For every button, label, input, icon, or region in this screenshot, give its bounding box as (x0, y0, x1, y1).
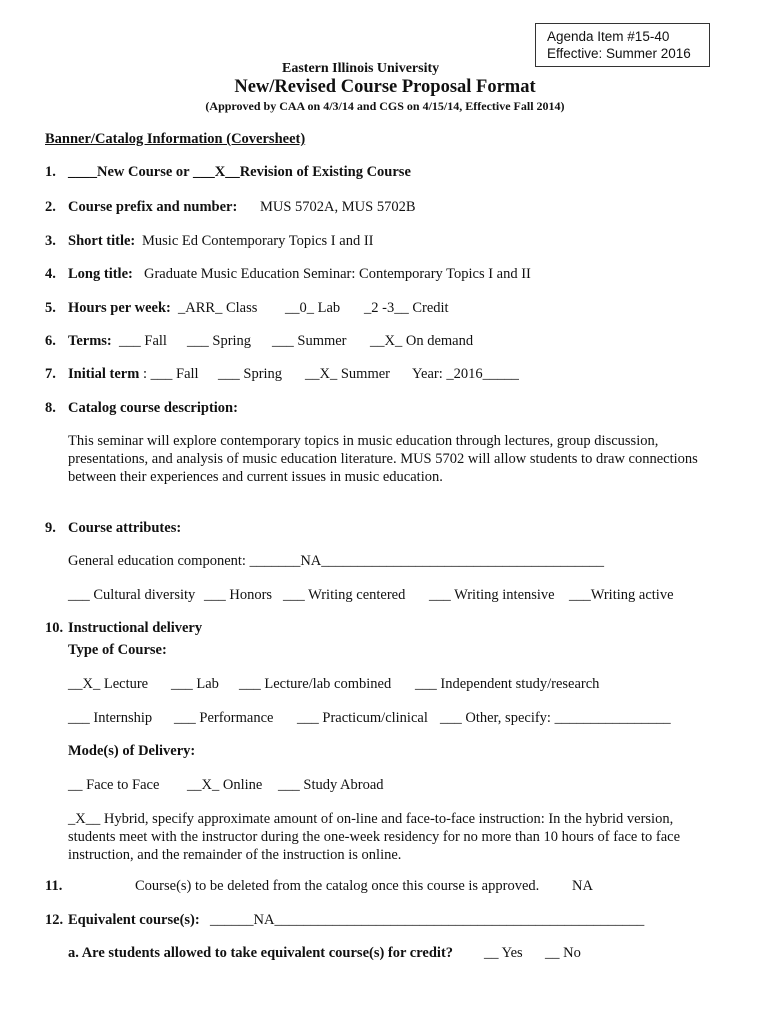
item-11-value: NA (572, 878, 593, 894)
item-7-summer: __X_ Summer (305, 366, 390, 382)
item-5-label: Hours per week: (68, 300, 171, 316)
approval-note: (Approved by CAA on 4/3/14 and CGS on 4/15/14, Effective Fall 2014) (205, 99, 565, 113)
section-heading: Banner/Catalog Information (Coversheet) (45, 131, 306, 147)
type-lecture: __X_ Lecture (68, 676, 149, 692)
item-12a-no: __ No (545, 945, 581, 961)
item-12-value: ______NA___________________________________________________ (210, 912, 645, 928)
item-6-number: 6. (45, 333, 56, 349)
item-5-class-hours: _ARR_ Class (178, 300, 258, 316)
gen-ed-component: General education component: _______NA_______________________________________ (68, 553, 605, 569)
attr-honors: ___ Honors (204, 587, 273, 603)
item-5-lab-hours: __0_ Lab (285, 300, 341, 316)
item-1-number: 1. (45, 164, 56, 180)
item-4-value: Graduate Music Education Seminar: Contemporary Topics I and II (144, 266, 531, 282)
item-11-number: 11. (45, 878, 63, 894)
item-7-fall: : ___ Fall (143, 366, 199, 382)
item-9-number: 9. (45, 520, 56, 536)
agenda-item-number: Agenda Item #15-40 (547, 29, 670, 44)
item-10-label: Instructional delivery (68, 620, 203, 636)
item-11-text: Course(s) to be deleted from the catalog once this course is approved. (135, 878, 540, 894)
item-7-number: 7. (45, 366, 56, 382)
item-6-fall: ___ Fall (119, 333, 167, 349)
item-2-value: MUS 5702A, MUS 5702B (260, 199, 416, 215)
mode-hybrid: _X__ Hybrid, specify approximate amount of on-line and face-to-face instruction: In the hybrid version, students meet with the instructor during the one-week residency for no more than 10 hours of face to face instruction, and the remainder of the instruction is online. (68, 811, 681, 863)
type-practicum: ___ Practicum/clinical (297, 710, 428, 726)
item-12a-yes: __ Yes (484, 945, 523, 961)
item-6-spring: ___ Spring (187, 333, 252, 349)
form-title: New/Revised Course Proposal Format (234, 77, 536, 97)
attr-writing-intensive: ___ Writing intensive (429, 587, 555, 603)
item-12-label: Equivalent course(s): (68, 912, 200, 928)
agenda-effective-date: Effective: Summer 2016 (547, 46, 691, 61)
item-3-number: 3. (45, 233, 56, 249)
type-other: ___ Other, specify: ________________ (440, 710, 671, 726)
item-9-label: Course attributes: (68, 520, 182, 536)
item-7-label: Initial term (68, 366, 140, 382)
catalog-description: This seminar will explore contemporary topics in music education through lectures, group discussion, presentations, and analysis of music education literature. MUS 5702 will allow students to draw connections between their experiences and current issues in music education. (68, 433, 698, 485)
item-6-summer: ___ Summer (272, 333, 347, 349)
item-6-label: Terms: (68, 333, 112, 349)
item-4-number: 4. (45, 266, 56, 282)
item-3-value: Music Ed Contemporary Topics I and II (142, 233, 374, 249)
type-lecture-lab: ___ Lecture/lab combined (239, 676, 392, 692)
item-5-credit-hours: _2 -3__ Credit (364, 300, 449, 316)
attr-writing-centered: ___ Writing centered (283, 587, 406, 603)
type-performance: ___ Performance (174, 710, 274, 726)
type-independent-study: ___ Independent study/research (415, 676, 600, 692)
item-3-label: Short title: (68, 233, 136, 249)
attr-cultural-diversity: ___ Cultural diversity (68, 587, 196, 603)
type-lab: ___ Lab (171, 676, 219, 692)
item-7-year: Year: _2016_____ (412, 366, 519, 382)
item-8-label: Catalog course description: (68, 400, 238, 416)
item-8-number: 8. (45, 400, 56, 416)
attr-writing-active: ___Writing active (569, 587, 674, 603)
mode-online: __X_ Online (187, 777, 263, 793)
item-12a-question: a. Are students allowed to take equivalent course(s) for credit? (68, 945, 454, 961)
item-6-on-demand: __X_ On demand (370, 333, 474, 349)
type-of-course-label: Type of Course: (68, 642, 167, 658)
item-12-number: 12. (45, 912, 64, 928)
agenda-box (535, 23, 710, 67)
mode-face-to-face: __ Face to Face (68, 777, 160, 793)
mode-of-delivery-label: Mode(s) of Delivery: (68, 743, 196, 759)
item-2-label: Course prefix and number: (68, 199, 238, 215)
mode-study-abroad: ___ Study Abroad (278, 777, 384, 793)
item-2-number: 2. (45, 199, 56, 215)
item-7-spring: ___ Spring (218, 366, 283, 382)
item-1-course-type: ____New Course or ___X__Revision of Existing Course (68, 164, 411, 180)
item-10-number: 10. (45, 620, 64, 636)
item-4-label: Long title: (68, 266, 133, 282)
type-internship: ___ Internship (68, 710, 153, 726)
university-name: Eastern Illinois University (282, 61, 440, 76)
item-5-number: 5. (45, 300, 56, 316)
